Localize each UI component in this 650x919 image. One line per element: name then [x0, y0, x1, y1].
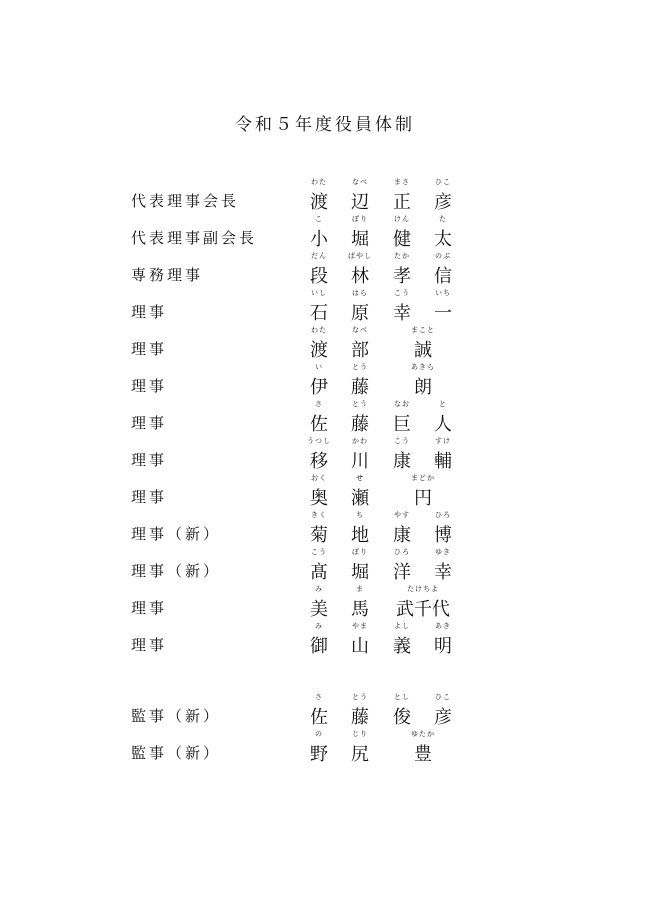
- role-label: 理事: [131, 340, 168, 358]
- kanji: 地: [351, 525, 369, 546]
- furigana: とし: [394, 693, 410, 701]
- kanji: 義: [393, 636, 411, 657]
- kanji: 武千代: [396, 599, 450, 620]
- kanji: 原: [351, 303, 369, 324]
- furigana: きく: [311, 511, 327, 519]
- furigana: うつし: [307, 437, 331, 445]
- furigana: おく: [311, 474, 327, 482]
- kanji: 渡: [310, 192, 328, 213]
- role-label: 理事（新）: [131, 562, 222, 580]
- furigana: じり: [352, 730, 368, 738]
- furigana: さ: [315, 400, 323, 408]
- kanji: 林: [351, 266, 369, 287]
- officer-row: [0, 585, 650, 622]
- kanji: 円: [414, 488, 432, 509]
- furigana: せ: [356, 474, 364, 482]
- furigana: のぶ: [435, 252, 451, 260]
- kanji: 太: [434, 229, 452, 250]
- kanji: 孝: [393, 266, 411, 287]
- furigana: ひろ: [394, 548, 410, 556]
- furigana: ばやし: [348, 252, 372, 260]
- furigana: けん: [394, 215, 410, 223]
- furigana: こう: [394, 437, 410, 445]
- kanji: 豊: [414, 744, 432, 765]
- officer-row: [0, 474, 650, 511]
- kanji: 俊: [393, 707, 411, 728]
- name-character: [421, 511, 465, 548]
- furigana: とう: [352, 693, 368, 701]
- kanji: 佐: [310, 414, 328, 435]
- furigana: ち: [356, 511, 364, 519]
- given-name: [380, 474, 466, 511]
- kanji: 健: [393, 229, 411, 250]
- officer-row: [0, 363, 650, 400]
- furigana: こ: [315, 215, 323, 223]
- officer-row: [0, 437, 650, 474]
- kanji: 美: [310, 599, 328, 620]
- role-label: 理事（新）: [131, 525, 222, 543]
- kanji: 堀: [351, 562, 369, 583]
- kanji: 野: [310, 744, 328, 765]
- officer-row: [0, 178, 650, 215]
- officer-row: [0, 252, 650, 289]
- role-label: 監事（新）: [131, 744, 222, 762]
- kanji: 正: [393, 192, 411, 213]
- name-character: [421, 178, 465, 215]
- name-character: [421, 693, 465, 730]
- furigana: よし: [394, 622, 410, 630]
- document-title: 令和５年度役員体制: [235, 115, 415, 135]
- auditor-row: [0, 693, 650, 730]
- furigana: やま: [352, 622, 368, 630]
- given-name: [380, 730, 466, 767]
- kanji: 移: [310, 451, 328, 472]
- furigana: あき: [435, 622, 451, 630]
- furigana: ひこ: [435, 178, 451, 186]
- auditor-row: [0, 730, 650, 767]
- kanji: 朗: [414, 377, 432, 398]
- role-label: 理事: [131, 377, 168, 395]
- furigana: まどか: [411, 474, 435, 482]
- kanji: 段: [310, 266, 328, 287]
- role-label: 理事: [131, 636, 168, 654]
- furigana: ひろ: [435, 511, 451, 519]
- given-name: [380, 326, 466, 363]
- role-label: 理事: [131, 488, 168, 506]
- furigana: やす: [394, 511, 410, 519]
- role-label: 代表理事副会長: [131, 229, 258, 247]
- furigana: た: [439, 215, 447, 223]
- furigana: い: [315, 363, 323, 371]
- kanji: 幸: [434, 562, 452, 583]
- furigana: み: [315, 585, 323, 593]
- kanji: 山: [351, 636, 369, 657]
- role-label: 理事: [131, 414, 168, 432]
- furigana: まこと: [411, 326, 435, 334]
- kanji: 尻: [351, 744, 369, 765]
- furigana: なべ: [352, 326, 368, 334]
- kanji: 渡: [310, 340, 328, 361]
- name-character: [421, 437, 465, 474]
- kanji: 堀: [351, 229, 369, 250]
- furigana: と: [439, 400, 447, 408]
- kanji: 巨: [393, 414, 411, 435]
- furigana: いし: [311, 289, 327, 297]
- furigana: ぼり: [352, 548, 368, 556]
- kanji: 藤: [351, 707, 369, 728]
- furigana: すけ: [435, 437, 451, 445]
- furigana: み: [315, 622, 323, 630]
- name-character: [421, 548, 465, 585]
- furigana: とう: [352, 400, 368, 408]
- name-character: [421, 215, 465, 252]
- furigana: ぼり: [352, 215, 368, 223]
- officer-row: [0, 548, 650, 585]
- furigana: ひこ: [435, 693, 451, 701]
- kanji: 菊: [310, 525, 328, 546]
- furigana: ま: [356, 585, 364, 593]
- kanji: 辺: [351, 192, 369, 213]
- kanji: 藤: [351, 414, 369, 435]
- officer-row: [0, 622, 650, 659]
- furigana: はら: [352, 289, 368, 297]
- furigana: まさ: [394, 178, 410, 186]
- officer-row: [0, 326, 650, 363]
- name-character: [421, 289, 465, 326]
- furigana: とう: [352, 363, 368, 371]
- kanji: 彦: [434, 707, 452, 728]
- furigana: たか: [394, 252, 410, 260]
- given-name: [380, 585, 466, 622]
- kanji: 小: [310, 229, 328, 250]
- role-label: 監事（新）: [131, 707, 222, 725]
- officer-row: [0, 511, 650, 548]
- role-label: 代表理事会長: [131, 192, 240, 210]
- kanji: 髙: [310, 562, 328, 583]
- kanji: 部: [351, 340, 369, 361]
- furigana: だん: [311, 252, 327, 260]
- kanji: 明: [434, 636, 452, 657]
- furigana: さ: [315, 693, 323, 701]
- kanji: 奥: [310, 488, 328, 509]
- furigana: こう: [394, 289, 410, 297]
- role-label: 理事: [131, 451, 168, 469]
- kanji: 幸: [393, 303, 411, 324]
- kanji: 人: [434, 414, 452, 435]
- kanji: 洋: [393, 562, 411, 583]
- furigana: なべ: [352, 178, 368, 186]
- name-character: [421, 252, 465, 289]
- furigana: わた: [311, 178, 327, 186]
- furigana: あきら: [411, 363, 435, 371]
- furigana: いち: [435, 289, 451, 297]
- kanji: 藤: [351, 377, 369, 398]
- furigana: の: [315, 730, 323, 738]
- furigana: わた: [311, 326, 327, 334]
- kanji: 博: [434, 525, 452, 546]
- role-label: 理事: [131, 303, 168, 321]
- furigana: ゆき: [435, 548, 451, 556]
- kanji: 佐: [310, 707, 328, 728]
- kanji: 信: [434, 266, 452, 287]
- kanji: 誠: [414, 340, 432, 361]
- furigana: かわ: [352, 437, 368, 445]
- furigana: こう: [311, 548, 327, 556]
- kanji: 康: [393, 451, 411, 472]
- furigana: ゆたか: [411, 730, 435, 738]
- kanji: 石: [310, 303, 328, 324]
- furigana: なお: [394, 400, 410, 408]
- furigana: たけちよ: [407, 585, 439, 593]
- officer-row: [0, 215, 650, 252]
- kanji: 御: [310, 636, 328, 657]
- name-character: [421, 400, 465, 437]
- kanji: 川: [351, 451, 369, 472]
- role-label: 理事: [131, 599, 168, 617]
- name-character: [421, 622, 465, 659]
- kanji: 康: [393, 525, 411, 546]
- officer-row: [0, 289, 650, 326]
- officer-row: [0, 400, 650, 437]
- given-name: [380, 363, 466, 400]
- kanji: 一: [434, 303, 452, 324]
- kanji: 馬: [351, 599, 369, 620]
- kanji: 伊: [310, 377, 328, 398]
- kanji: 輔: [434, 451, 452, 472]
- role-label: 専務理事: [131, 266, 204, 284]
- kanji: 瀬: [351, 488, 369, 509]
- kanji: 彦: [434, 192, 452, 213]
